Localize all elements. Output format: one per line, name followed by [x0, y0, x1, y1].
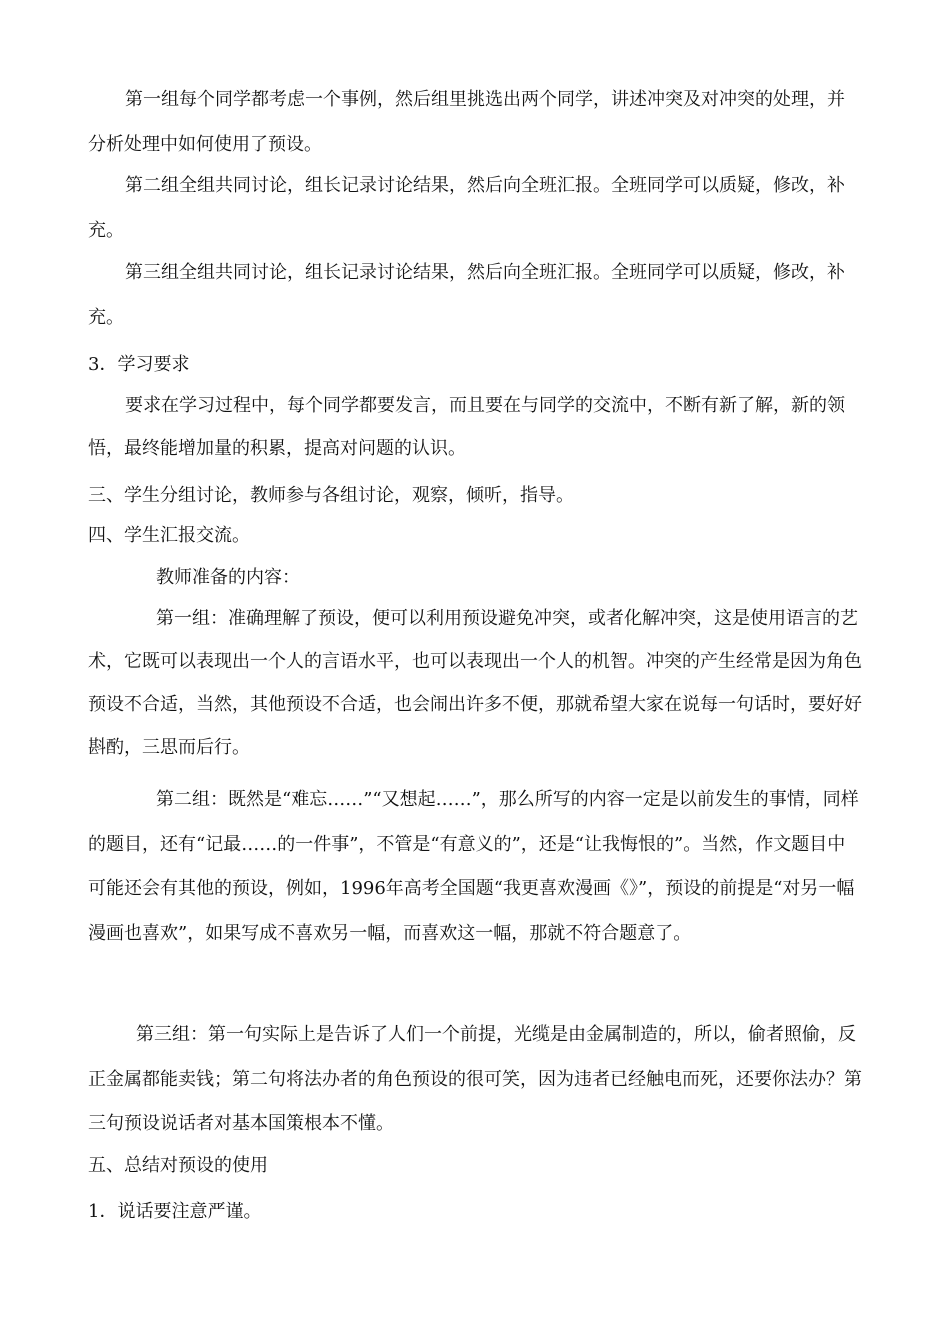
heading-section-five: 五、总结对预设的使用	[88, 1155, 268, 1176]
list-item-one: 1．说话要注意严谨。	[88, 1201, 262, 1222]
paragraph-group1-task: 第一组每个同学都考虑一个事例，然后组里挑选出两个同学，讲述冲突及对冲突的处理，并分析处理中如何使用了预设。	[88, 89, 845, 155]
paragraph-group2-task: 第二组全组共同讨论，组长记录讨论结果，然后向全班汇报。全班同学可以质疑，修改，补充。	[88, 175, 845, 241]
heading-learning-requirements: 3．学习要求	[88, 354, 190, 375]
paragraph-group1-answer: 第一组：准确理解了预设，便可以利用预设避免冲突，或者化解冲突，这是使用语言的艺术，它既可以表现出一个人的言语水平，也可以表现出一个人的机智。冲突的产生经常是因为角色预设不合适，当然，其他预设不合适，也会闹出许多不便，那就希望大家在说每一句话时，要好好斟酌，三思而后行。	[88, 608, 862, 758]
heading-section-four: 四、学生汇报交流。	[88, 525, 250, 546]
label-teacher-prepared: 教师准备的内容：	[156, 567, 300, 588]
paragraph-group3-answer: 第三组：第一句实际上是告诉了人们一个前提，光缆是由金属制造的，所以，偷者照偷，反正金属都能卖钱；第二句将法办者的角色预设的很可笑，因为违者已经触电而死，还要你法办？第三句预设说话者对基本国策根本不懂。	[88, 1024, 862, 1134]
heading-section-three: 三、学生分组讨论，教师参与各组讨论，观察，倾听，指导。	[88, 485, 574, 506]
paragraph-group2-answer: 第二组：既然是“难忘……”“又想起……”，那么所写的内容一定是以前发生的事情，同样的题目，还有“记最……的一件事”，不管是“有意义的”，还是“让我悔恨的”。当然，作文题目中可能还会有其他的预设，例如，1996年高考全国题“我更喜欢漫画《》”，预设的前提是“对另一幅漫画也喜欢”，如果写成不喜欢另一幅，而喜欢这一幅，那就不符合题意了。	[88, 789, 859, 944]
paragraph-group3-task: 第三组全组共同讨论，组长记录讨论结果，然后向全班汇报。全班同学可以质疑，修改，补充。	[88, 262, 845, 328]
paragraph-requirements: 要求在学习过程中，每个同学都要发言，而且要在与同学的交流中，不断有新了解，新的领悟，最终能增加量的积累，提高对问题的认识。	[88, 395, 845, 459]
